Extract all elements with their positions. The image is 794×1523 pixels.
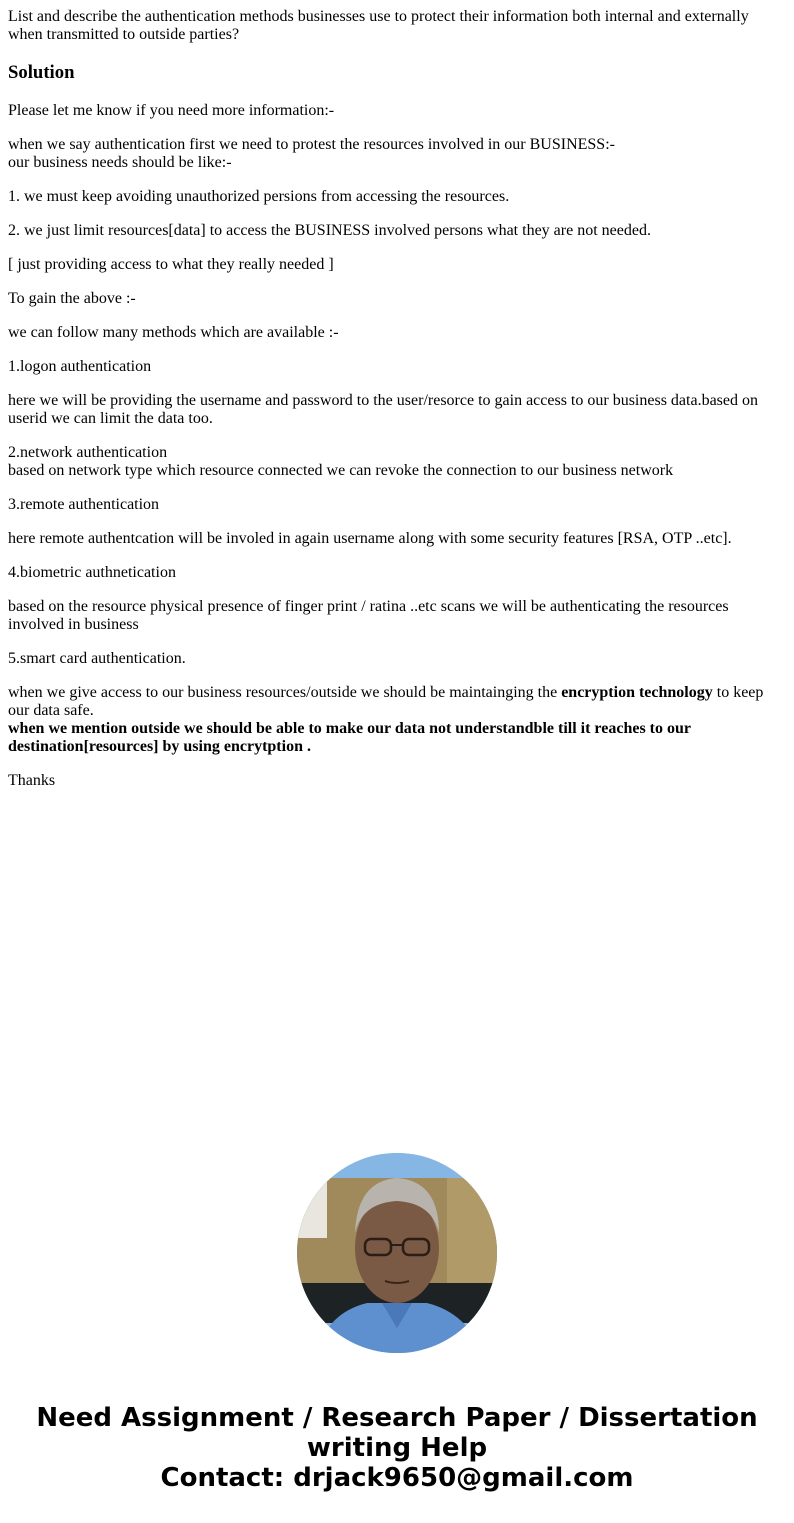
text-run: to keep our data safe. bbox=[8, 684, 764, 719]
question-text: List and describe the authentication methods businesses use to protect their information both internal and externally when transmitted to outside parties? bbox=[8, 8, 749, 43]
paragraph-line: based on network type which resource connected we can revoke the connection to our business network bbox=[8, 462, 674, 479]
avatar-photo-icon bbox=[297, 1153, 497, 1353]
bold-text: when we mention outside we should be able to make our data not understandble till it reaches to our destination[resources] by using encrytption . bbox=[8, 720, 691, 755]
text-run: when we give access to our business resources/outside we should be maintainging the bbox=[8, 684, 562, 701]
paragraph bbox=[8, 684, 770, 756]
method-title: 3.remote authentication bbox=[8, 496, 160, 513]
paragraph: here remote authentcation will be involed in again username along with some security features [RSA, OTP ..etc]. bbox=[8, 530, 732, 547]
method-title: 2.network authentication bbox=[8, 444, 168, 461]
paragraph: we can follow many methods which are available :- bbox=[8, 324, 339, 341]
paragraph bbox=[8, 136, 770, 172]
paragraph: based on the resource physical presence of finger print / ratina ..etc scans we will be authenticating the resources involved in business bbox=[8, 598, 729, 633]
paragraph-line: when we say authentication first we need to protest the resources involved in our BUSINESS:- bbox=[8, 136, 615, 153]
paragraph-line: our business needs should be like:- bbox=[8, 154, 232, 171]
bold-text: encryption technology bbox=[561, 684, 713, 701]
footer-contact-email[interactable]: Contact: drjack9650@gmail.com bbox=[160, 1463, 634, 1493]
paragraph: To gain the above :- bbox=[8, 290, 136, 307]
footer-contact-banner bbox=[0, 1403, 794, 1493]
paragraph: [ just providing access to what they really needed ] bbox=[8, 256, 334, 273]
paragraph: 2. we just limit resources[data] to access the BUSINESS involved persons what they are not needed. bbox=[8, 222, 651, 239]
method-title: 4.biometric authnetication bbox=[8, 564, 176, 581]
closing-text: Thanks bbox=[8, 772, 56, 789]
paragraph bbox=[8, 444, 770, 480]
avatar bbox=[297, 1153, 497, 1353]
paragraph: Please let me know if you need more information:- bbox=[8, 102, 335, 119]
footer-help-text: Need Assignment / Research Paper / Dissertation writing Help bbox=[36, 1403, 758, 1463]
solution-heading: Solution bbox=[8, 62, 75, 83]
method-title: 1.logon authentication bbox=[8, 358, 152, 375]
paragraph: here we will be providing the username and password to the user/resorce to gain access to our business data.based on userid we can limit the data too. bbox=[8, 392, 758, 427]
method-title: 5.smart card authentication. bbox=[8, 650, 186, 667]
paragraph: 1. we must keep avoiding unauthorized persions from accessing the resources. bbox=[8, 188, 510, 205]
